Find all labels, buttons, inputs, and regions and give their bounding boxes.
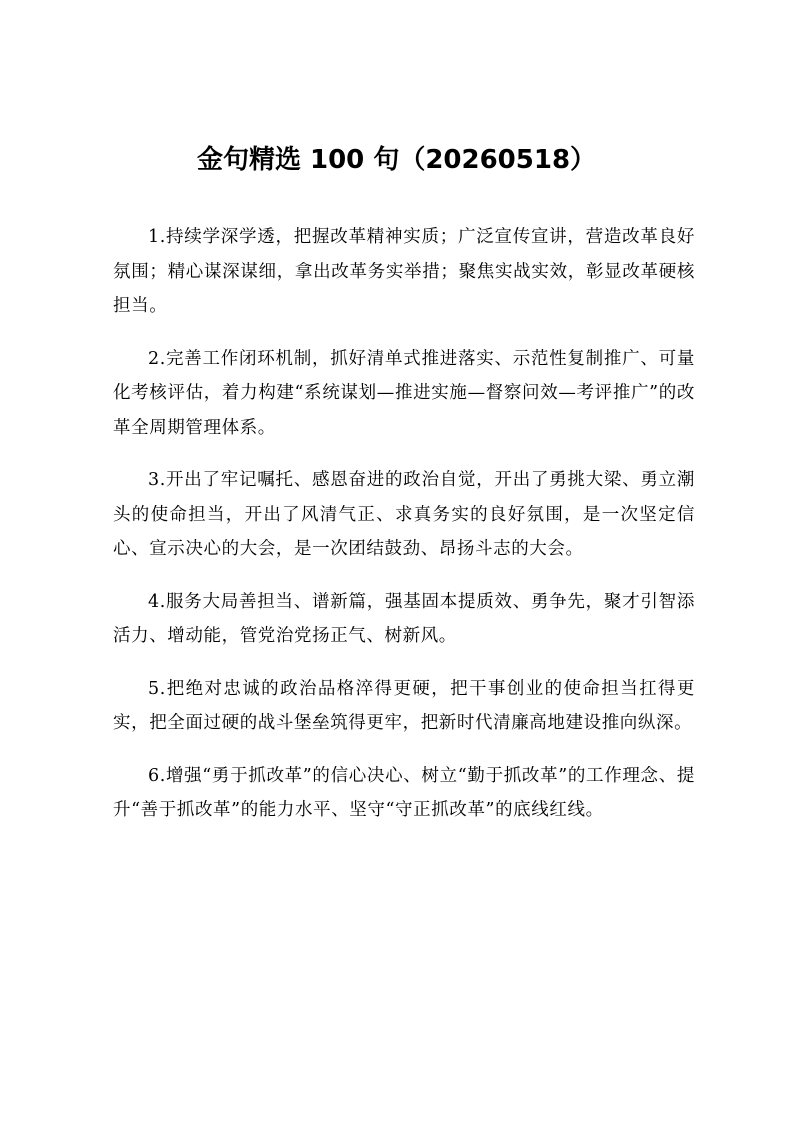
paragraph-2: 2.完善工作闭环机制，抓好清单式推进落实、示范性复制推广、可量化考核评估，着力构建“系统谋划—推进实施—督察问效—考评推广”的改革全周期管理体系。 (113, 348, 695, 438)
paragraph-6: 6.增强“勇于抓改革”的信心决心、树立“勤于抓改革”的工作理念、提升“善于抓改革”的能力水平、坚守“守正抓改革”的底线红线。 (113, 765, 695, 820)
paragraph-1: 1.持续学深学透，把握改革精神实质；广泛宣传宣讲，营造改革良好氛围；精心谋深谋细，拿出改革务实举措；聚焦实战实效，彰显改革硬核担当。 (113, 227, 695, 316)
paragraph-3: 3.开出了牢记嘱托、感恩奋进的政治自觉，开出了勇挑大梁、勇立潮头的使命担当，开出了风清气正、求真务实的良好氛围，是一次坚定信心、宣示决心的大会，是一次团结鼓劲、昂扬斗志的大会。 (113, 470, 695, 559)
paragraph-4: 4.服务大局善担当、谱新篇，强基固本提质效、勇争先，聚才引智添活力、增动能，管党治党扬正气、树新风。 (113, 591, 695, 646)
paragraph-5: 5.把绝对忠诚的政治品格淬得更硬，把干事创业的使命担当扛得更实，把全面过硬的战斗堡垒筑得更牢，把新时代清廉高地建设推向纵深。 (113, 678, 695, 733)
page-title: 金句精选 100 句（20260518） (196, 145, 597, 175)
document-body (113, 220, 695, 846)
